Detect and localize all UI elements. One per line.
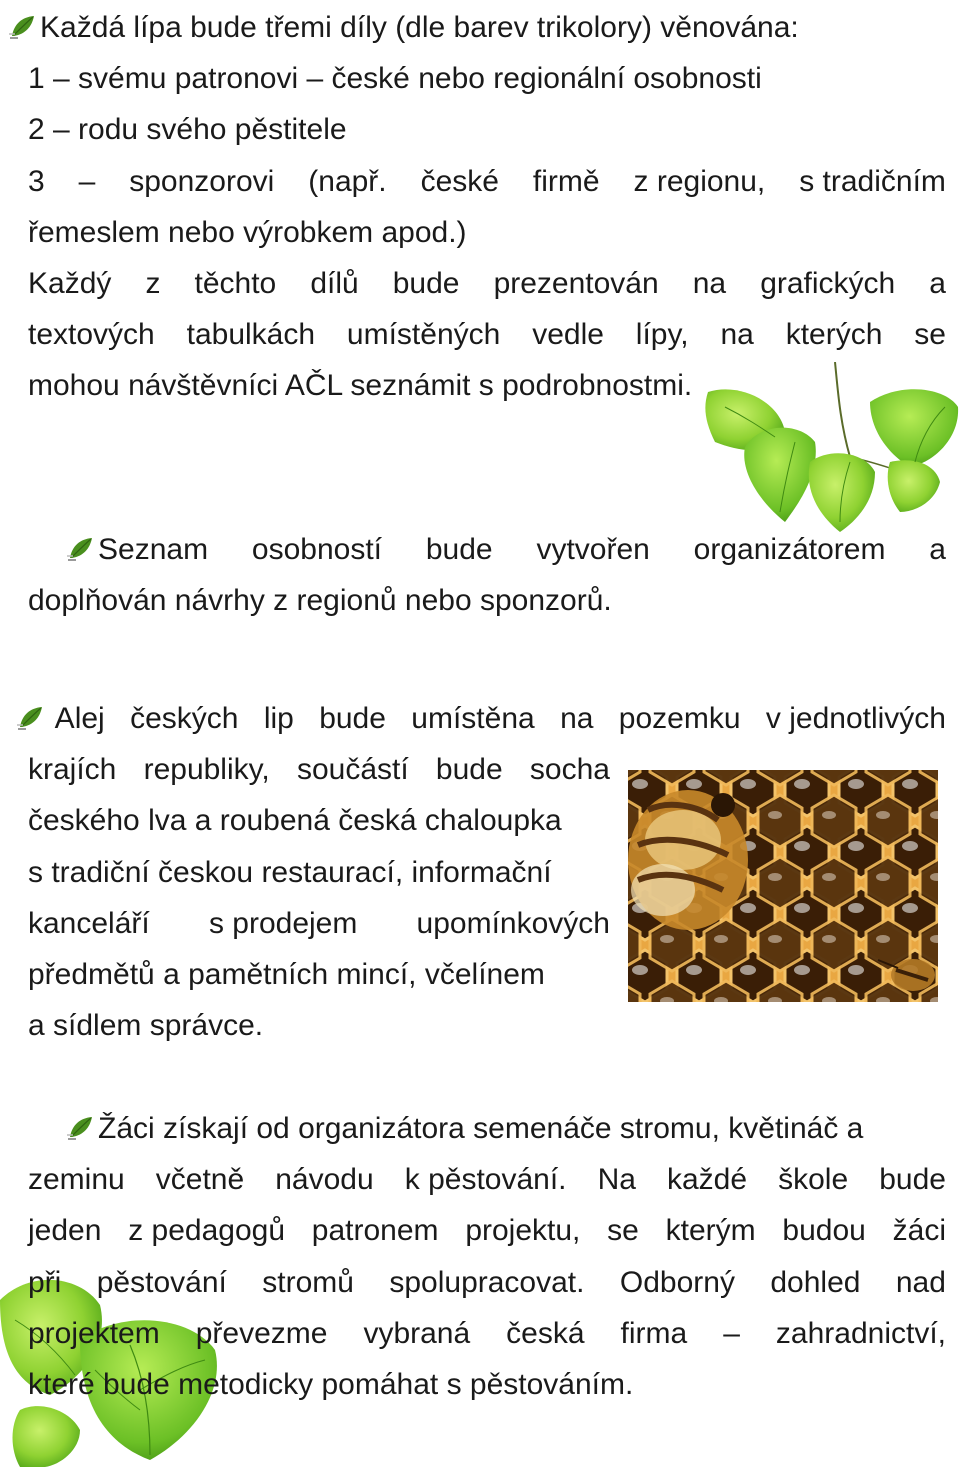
- text-line: 3 – sponzorovi (např. české firmě z regionu, s tradičním: [28, 164, 946, 198]
- paragraph-students: [28, 1103, 946, 1410]
- text-line: při pěstování stromů spolupracovat. Odborný dohled nad: [28, 1265, 946, 1299]
- text-line: a sídlem správce.: [28, 1009, 264, 1043]
- text-line: Každá lípa bude třemi díly (dle barev trikolory) věnována:: [8, 2, 946, 53]
- text-line: 2 – rodu svého pěstitele: [28, 113, 347, 147]
- text-line: 1 – svému patronovi – české nebo regionální osobnosti: [28, 62, 762, 96]
- text-line: textových tabulkách umístěných vedle lípy, na kterých se: [28, 318, 946, 352]
- text-line: předmětů a pamětních mincí, včelínem: [28, 958, 545, 992]
- paragraph-dedication: [28, 2, 946, 412]
- leaf-bullet-icon: [16, 705, 44, 731]
- text-line: které bude metodicky pomáhat s pěstováním.: [28, 1368, 634, 1402]
- text-line: s tradiční českou restaurací, informační: [28, 855, 552, 889]
- text-line: projektem převezme vybraná česká firma – zahradnictví,: [28, 1316, 946, 1350]
- paragraph-personalities: [28, 524, 946, 626]
- paragraph-alley: [28, 693, 946, 1051]
- text-line: kanceláří s prodejem upomínkových: [28, 906, 610, 940]
- text-line: Seznam osobností bude vytvořen organizátorem a: [28, 524, 946, 575]
- text-line: doplňován návrhy z regionů nebo sponzorů.: [28, 584, 612, 618]
- text-line: krajích republiky, součástí bude socha: [28, 753, 610, 787]
- leaf-bullet-icon: [66, 536, 94, 562]
- leaf-bullet-icon: [66, 1115, 94, 1141]
- text-line: zeminu včetně návodu k pěstování. Na každé škole bude: [28, 1163, 946, 1197]
- leaf-bullet-icon: [8, 14, 36, 40]
- text-line: Žáci získají od organizátora semenáče stromu, květináč a: [28, 1103, 946, 1154]
- text-line: Každý z těchto dílů bude prezentován na grafických a: [28, 267, 946, 301]
- text-line: jeden z pedagogů patronem projektu, se kterým budou žáci: [28, 1214, 946, 1248]
- text-line: českého lva a roubená česká chaloupka: [28, 804, 562, 838]
- text-line: řemeslem nebo výrobkem apod.): [28, 215, 467, 249]
- text-line: Alej českých lip bude umístěna na pozemku v jednotlivých: [16, 693, 946, 744]
- text-line: mohou návštěvníci AČL seznámit s podrobnostmi.: [28, 369, 693, 403]
